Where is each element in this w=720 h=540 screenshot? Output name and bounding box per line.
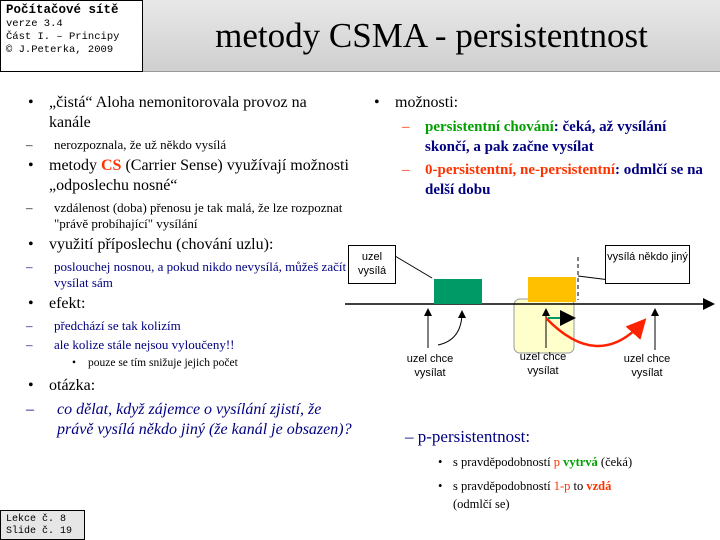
slide-title: metody CSMA - persistentnost xyxy=(215,15,648,55)
label-node-wants-2: uzel chce vysílat xyxy=(519,351,567,377)
dash-icon: – xyxy=(26,200,33,215)
bullet-options: • možnosti: xyxy=(374,94,459,111)
option-persistent: – persistentní chování: čeká, až vysílání skončí, a pak začne vysílat xyxy=(402,119,667,155)
highlight-area xyxy=(514,299,574,353)
course-info-box xyxy=(0,0,143,72)
left-bullet-list xyxy=(22,93,352,443)
yellow-transmission-block xyxy=(528,277,576,302)
sub-collisions-remain: – ale kolize stále nejsou vyloučeny!! xyxy=(26,337,235,352)
part-text: Část I. – Principy xyxy=(6,31,120,43)
sub-listen-carrier: – poslouchej nosnou, a pokud nikdo nevysílá, můžeš začít vysílat sám xyxy=(26,259,347,290)
dash-icon: – xyxy=(402,119,410,135)
p-persist-bullet-wait: • s pravděpodobností p vytrvá (čeká) xyxy=(438,455,633,469)
dash-icon: – xyxy=(26,318,33,333)
bullet-csma: • metody CS (Carrier Sense) využívají možnosti „odposlechu nosné“ xyxy=(28,157,349,194)
bullet-icon: • xyxy=(28,377,34,394)
box-node-transmits: uzel vysílá xyxy=(348,245,396,284)
dash-icon: – xyxy=(26,337,33,352)
right-bullet-list xyxy=(368,93,713,203)
small-bullet-icon: • xyxy=(438,455,443,469)
title-bar xyxy=(143,0,720,72)
green-transmission-block xyxy=(434,279,482,304)
sub-question: – co dělat, když zájemce o vysílání zjistí, že právě vysílá někdo jiný (že kanál je obsazen)? xyxy=(26,401,352,438)
sub-reduces-count: • pouze se tím snižuje jejich počet xyxy=(72,357,238,369)
callout-line-left xyxy=(395,256,432,278)
sub-distance: – vzdálenost (doba) přenosu je tak malá, že lze rozpoznat "právě probíhající" vysílání xyxy=(26,200,343,231)
bullet-aloha: • „čistá“ Aloha nemonitorovala provoz na kanále xyxy=(28,94,307,131)
sub-aloha: – nerozpoznala, že už někdo vysílá xyxy=(26,137,227,152)
small-bullet-icon: • xyxy=(438,479,443,493)
p-persistence-block xyxy=(405,426,715,513)
bullet-effect: • efekt: xyxy=(28,295,86,312)
bullet-icon: • xyxy=(374,94,380,111)
dash-icon: – xyxy=(402,162,410,178)
box-someone-else-transmits: vysílá někdo jiný xyxy=(605,245,690,284)
label-node-wants-3: uzel chce vysílat xyxy=(623,353,671,379)
lecture-number: Lekce č. 8 xyxy=(6,514,67,525)
bullet-icon: • xyxy=(28,295,34,312)
arrow-curve-1 xyxy=(438,312,462,345)
bullet-question: • otázka: xyxy=(28,377,96,394)
label-node-wants-1: uzel chce vysílat xyxy=(406,353,454,379)
version-text: verze 3.4 xyxy=(6,18,63,30)
small-bullet-icon: • xyxy=(72,357,77,369)
dash-icon: – xyxy=(26,137,33,152)
dash-icon: – xyxy=(26,401,34,418)
sub-avoid-collisions: – předchází se tak kolizím xyxy=(26,318,181,333)
slide-footer xyxy=(0,510,85,540)
bullet-listening: • využití příposlechu (chování uzlu): xyxy=(28,236,274,253)
p-persist-bullet-give-up: • s pravděpodobností 1-p to vzdá (odmlčí se) xyxy=(438,479,612,511)
bullet-icon: • xyxy=(28,236,34,253)
author-text: © J.Peterka, 2009 xyxy=(6,44,114,56)
option-non-persistent: – 0-persistentní, ne-persistentní: odmlčí se na delší dobu xyxy=(402,162,703,198)
dash-icon: – xyxy=(26,259,33,274)
course-title: Počítačové sítě xyxy=(6,3,119,17)
p-persistence-title: – p-persistentnost: xyxy=(405,427,531,446)
bullet-icon: • xyxy=(28,94,34,111)
slide-number: Slide č. 19 xyxy=(6,526,73,537)
bullet-icon: • xyxy=(28,157,34,174)
